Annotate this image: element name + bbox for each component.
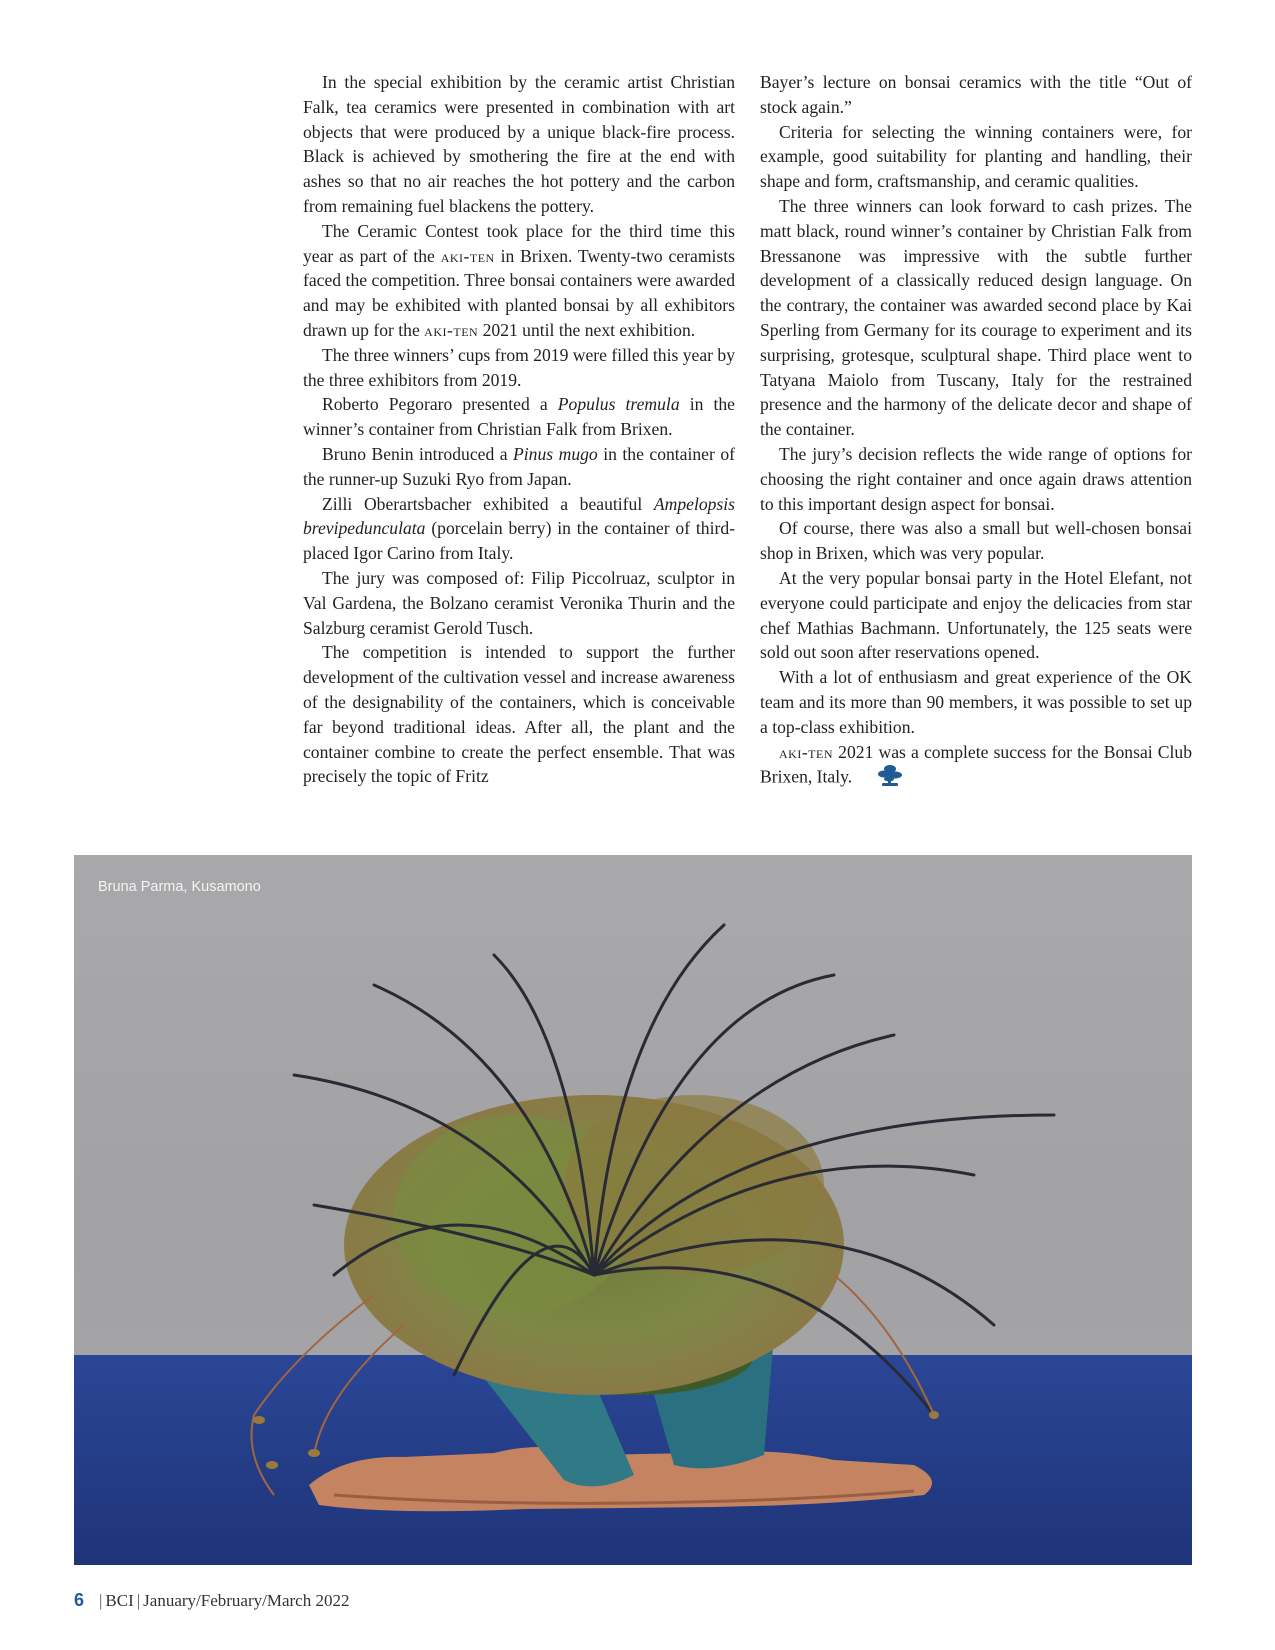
paragraph: The competition is intended to support the further development of the cultivation vessel and increase awareness of the designability of the containers, which is conceivable far beyond traditional ideas. After all, the plant and the container combine to create the perfect ensemble. That was precisely the topic of Fritz: [303, 642, 735, 787]
paragraph: The three winners’ cups from 2019 were filled this year by the three exhibitors from 2019.: [303, 344, 735, 390]
aki-ten-smallcaps: aki-ten: [440, 245, 495, 266]
species-name: Populus tremula: [557, 394, 680, 415]
paragraph: In the special exhibition by the ceramic artist Christian Falk, tea ceramics were presented in combination with art objects that were produced by a unique black-fire process. Black is achieved by smothering the fire at the end with ashes so that no air reaches the hot pottery and the carbon from remaining fuel blackens the pottery.: [303, 72, 735, 216]
species-name: Pinus mugo: [513, 443, 598, 464]
paragraph: The jury was composed of: Filip Piccolruaz, sculptor in Val Gardena, the Bolzano ceramist Veronika Thurin and the Salzburg ceramist Gerold Tusch.: [303, 567, 735, 638]
paragraph: The jury’s decision reflects the wide range of options for choosing the right container and once again draws attention to this important design aspect for bonsai.: [760, 443, 1192, 514]
paragraph: With a lot of enthusiasm and great experience of the OK team and its more than 90 members, it was possible to set up a top-class exhibition.: [760, 667, 1192, 737]
paragraph: aki-ten 2021 was a complete success for the Bonsai Club Brixen, Italy.: [760, 740, 1192, 794]
page-footer: [74, 1590, 349, 1611]
species-name: Ampelopsis brevipedunculata: [303, 493, 736, 539]
paragraph: At the very popular bonsai party in the Hotel Elefant, not everyone could participate and enjoy the delicacies from star chef Mathias Bachmann. Unfortunately, the 125 seats were sold out soon after reservations opened.: [760, 567, 1192, 663]
publication-name: BCI: [105, 1591, 134, 1610]
paragraph: Bruno Benin introduced a Pinus mugo in the container of the runner-up Suzuki Ryo from Japan.: [303, 443, 735, 489]
article-column-left: [303, 70, 735, 789]
paragraph: Zilli Oberartsbacher exhibited a beautiful Ampelopsis brevipedunculata (porcelain berry) in the container of third-placed Igor Carino from Italy.: [303, 493, 736, 564]
issue-date: January/February/March 2022: [143, 1591, 350, 1610]
photo-caption: Bruna Parma, Kusamono: [98, 879, 261, 895]
paragraph: Roberto Pegoraro presented a Populus tremula in the winner’s container from Christian Falk from Brixen.: [303, 394, 735, 440]
footer-separator: |: [99, 1591, 103, 1610]
kusamono-photo: [74, 855, 1192, 1565]
article-column-right: [760, 70, 1192, 793]
bonsai-tree-end-icon: [858, 764, 903, 793]
paragraph: The Ceramic Contest took place for the third time this year as part of the aki-ten in Brixen. Twenty-two ceramists faced the competition. Three bonsai containers were awarded and may be exhibited with planted bonsai by all exhibitors drawn up for the aki-ten 2021 until the next exhibition.: [303, 220, 735, 340]
footer-separator: |: [136, 1591, 141, 1610]
paragraph: Of course, there was also a small but well-chosen bonsai shop in Brixen, which was very popular.: [760, 518, 1192, 564]
kusamono-illustration: [74, 855, 1192, 1565]
page-number: 6: [74, 1590, 85, 1610]
paragraph: Bayer’s lecture on bonsai ceramics with the title “Out of stock again.”: [760, 72, 1192, 117]
paragraph: The three winners can look forward to cash prizes. The matt black, round winner’s container by Christian Falk from Bressanone was impressive with the subtle further development of a classically reduced design language. On the contrary, the container was awarded second place by Kai Sperling from Germany for its courage to experiment and its surprising, grotesque, sculptural shape. Third place went to Tatyana Maiolo from Tuscany, Italy for the restrained presence and the harmony of the delicate decor and shape of the container.: [760, 195, 1192, 440]
paragraph: Criteria for selecting the winning containers were, for example, good suitability for planting and handling, their shape and form, craftsmanship, and ceramic qualities.: [760, 121, 1192, 192]
